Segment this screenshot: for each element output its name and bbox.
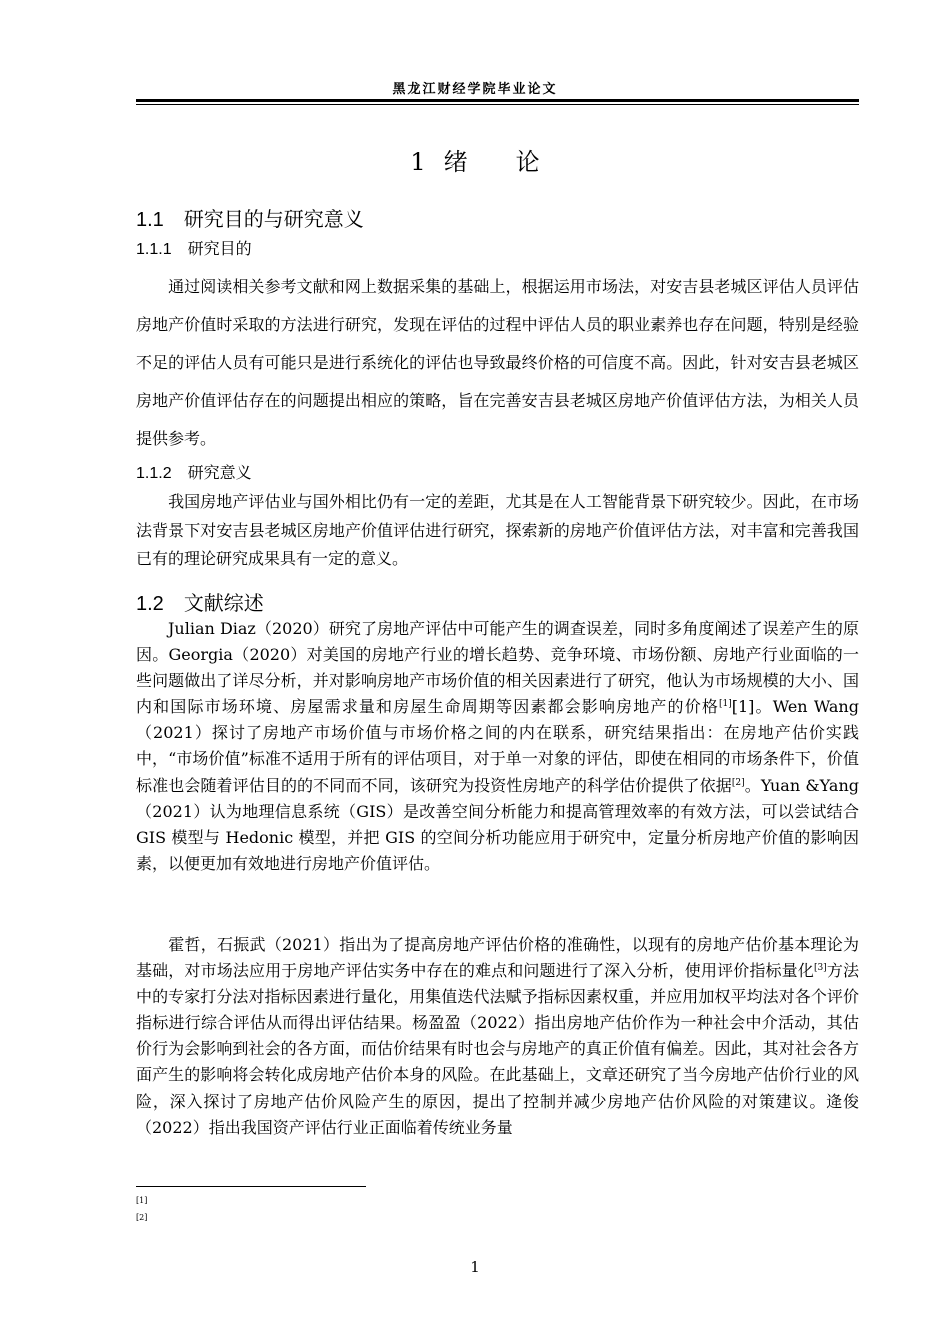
citation-superscript: [1]	[718, 699, 732, 710]
section-title: 研究目的与研究意义	[183, 207, 364, 231]
header-rule-thick	[136, 99, 859, 102]
running-header: 黑龙江财经学院毕业论文	[392, 82, 558, 97]
chapter-name: 绪论	[443, 148, 588, 176]
section-number: 1.1.2	[136, 465, 172, 482]
section-number: 1.1.1	[136, 241, 172, 258]
section-heading-1-1	[136, 203, 364, 232]
paragraph-text: 我国房地产评估业与国外相比仍有一定的差距，尤其是在人工智能背景下研究较少。因此，在市场法背景下对安吉县老城区房地产价值评估进行研究，探索新的房地产价值评估方法，对丰富和完善我国已有的理论研究成果具有一定的意义。	[136, 492, 859, 568]
paragraph-purpose	[136, 268, 859, 458]
section-heading-1-2	[136, 587, 264, 616]
footnote-1: [1]	[136, 1196, 148, 1205]
paragraph-text: [1]。Wen Wang（2021）探讨了房地产市场价值与市场价格之间的内在联系，研究结果指出：在房地产估价实践中，“市场价值”标准不适用于所有的评估项目，对于单一对象的评估，即使在相同的市场条件下，价值标准也会随着评估目的的不同而不同，该研究为投资性房地产的科学估价提供了依据	[136, 697, 859, 795]
section-number: 1.1	[136, 209, 164, 231]
section-heading-1-1-2	[136, 460, 252, 483]
footnote-2: [2]	[136, 1213, 148, 1222]
chapter-title	[0, 142, 950, 177]
chapter-number: 1	[410, 148, 426, 176]
paragraph-text: 。Yuan &Yang（2021）认为地理信息系统（GIS）是改善空间分析能力和提高管理效率的有效方法，可以尝试结合 GIS 模型与 Hedonic 模型，并把 GIS 的空间分析功能应用于研究中，定量分析房地产价值的影响因素，以便更加有效地进行房地产价值评估。	[136, 775, 859, 873]
section-title: 文献综述	[183, 591, 264, 615]
section-title: 研究目的	[187, 239, 252, 258]
paragraph-review-1	[136, 616, 859, 877]
paragraph-text: 通过阅读相关参考文献和网上数据采集的基础上，根据运用市场法，对安吉县老城区评估人员评估房地产价值时采取的方法进行研究，发现在评估的过程中评估人员的职业素养也存在问题，特别是经验不足的评估人员有可能只是进行系统化的评估也导致最终价格的可信度不高。因此，针对安吉县老城区房地产价值评估存在的问题提出相应的策略，旨在完善安吉县老城区房地产价值评估方法，为相关人员提供参考。	[136, 277, 859, 448]
citation-superscript: [2]	[731, 777, 745, 788]
section-heading-1-1-1	[136, 236, 252, 259]
paragraph-text: Julian Diaz（2020）研究了房地产评估中可能产生的调查误差，同时多角度阐述了误差产生的原因。Georgia（2020）对美国的房地产行业的增长趋势、竞争环境、市场份额、房地产行业面临的一些问题做出了详尽分析，并对影响房地产市场价值的相关因素进行了研究，他认为市场规模的大小、国内和国际市场环境、房屋需求量和房屋生命周期等因素都会影响房地产的价格	[136, 619, 859, 717]
paragraph-significance	[136, 488, 859, 574]
page-number: 1	[470, 1258, 480, 1276]
paragraph-text: 方法中的专家打分法对指标因素进行量化，用集值迭代法赋予指标因素权重，并应用加权平均法对各个评价指标进行综合评估从而得出评估结果。杨盈盈（2022）指出房地产估价作为一种社会中介活动，其估价行为会影响到社会的各方面，而估价结果有时也会与房地产的真正价值有偏差。因此，其对社会各方面产生的影响将会转化成房地产估价本身的风险。在此基础上，文章还研究了当今房地产估价行业的风险，深入探讨了房地产估价风险产生的原因，提出了控制并减少房地产估价风险的对策建议。逄俊（2022）指出我国资产评估行业正面临着传统业务量	[136, 961, 859, 1137]
footnote-rule	[136, 1186, 366, 1187]
header-rule-thin	[136, 104, 859, 105]
paragraph-text: 霍哲，石振武（2021）指出为了提高房地产评估价格的准确性，以现有的房地产估价基本理论为基础，对市场法应用于房地产评估实务中存在的难点和问题进行了深入分析，使用评价指标量化	[136, 935, 859, 981]
paragraph-review-2	[136, 932, 859, 1141]
section-number: 1.2	[136, 593, 164, 615]
section-title: 研究意义	[187, 463, 252, 482]
citation-superscript: [3]	[813, 963, 827, 974]
